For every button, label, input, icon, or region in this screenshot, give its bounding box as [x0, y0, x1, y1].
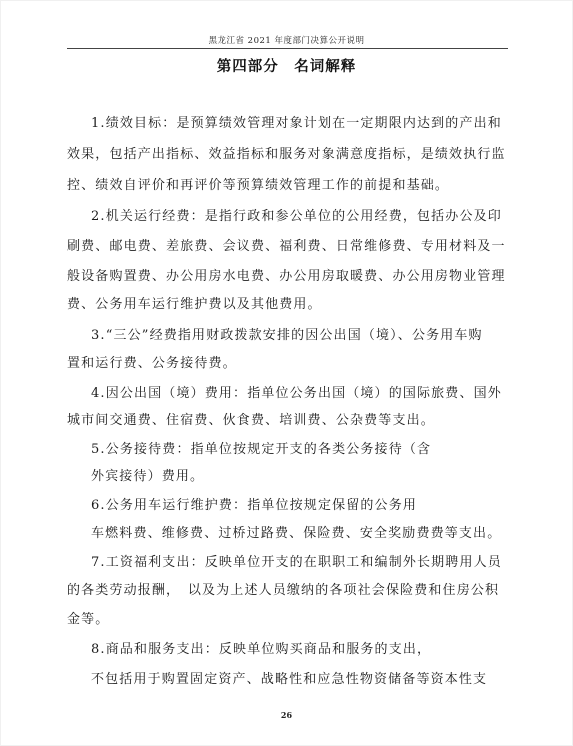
- body-line: 不包括用于购置固定资产、战略性和应急性物资储备等资本性支: [91, 672, 488, 687]
- body-line: 的各类劳动报酬， 以及为上述人员缴纳的各项社会保险费和住房公积: [67, 583, 500, 598]
- page-number: 26: [280, 710, 293, 720]
- body-line: 费、公务用车运行维护费以及其他费用。: [67, 297, 322, 312]
- header-rule: [67, 48, 508, 49]
- body-line: 5.公务接待费：指单位按规定开支的各类公务接待（含: [91, 442, 432, 457]
- body-line: 3.“三公”经费指用财政拨款安排的因公出国（境）、公务用车购: [91, 328, 483, 343]
- body-line: 1.绩效目标：是预算绩效管理对象计划在一定期限内达到的产出和: [91, 116, 502, 131]
- body-line: 2.机关运行经费：是指行政和参公单位的公用经费，包括办公及印: [91, 209, 502, 224]
- body-line: 6.公务用车运行维护费：指单位按规定保留的公务用: [91, 498, 418, 513]
- body-line: 8.商品和服务支出：反映单位购买商品和服务的支出，: [91, 642, 432, 657]
- body-line: 刷费、邮电费、差旅费、会议费、福利费、日常维修费、专用材料及一: [67, 239, 506, 254]
- body-line: 外宾接待）费用。: [91, 469, 205, 484]
- section-title: 第四部分 名词解释: [216, 59, 357, 75]
- running-head: 黑龙江省 2021 年度部门决算公开说明: [208, 36, 365, 46]
- body-line: 车燃料费、维修费、过桥过路费、保险费、安全奖励费费等支出。: [91, 526, 502, 541]
- body-line: 金等。: [67, 612, 110, 627]
- body-line: 城市间交通费、住宿费、伙食费、培训费、公杂费等支出。: [67, 413, 435, 428]
- body-line: 般设备购置费、办公用房水电费、办公用房取暖费、办公用房物业管理: [67, 269, 506, 284]
- body-line: 控、绩效自评价和再评价等预算绩效管理工作的前提和基础。: [67, 178, 450, 193]
- body-line: 7.工资福利支出：反映单位开支的在职职工和编制外长期聘用人员: [91, 555, 502, 570]
- body-line: 4.因公出国（境）费用：指单位公务出国（境）的国际旅费、国外: [91, 386, 502, 401]
- body-line: 置和运行费、公务接待费。: [67, 356, 237, 371]
- body-line: 效果，包括产出指标、效益指标和服务对象满意度指标，是绩效执行监: [67, 147, 506, 162]
